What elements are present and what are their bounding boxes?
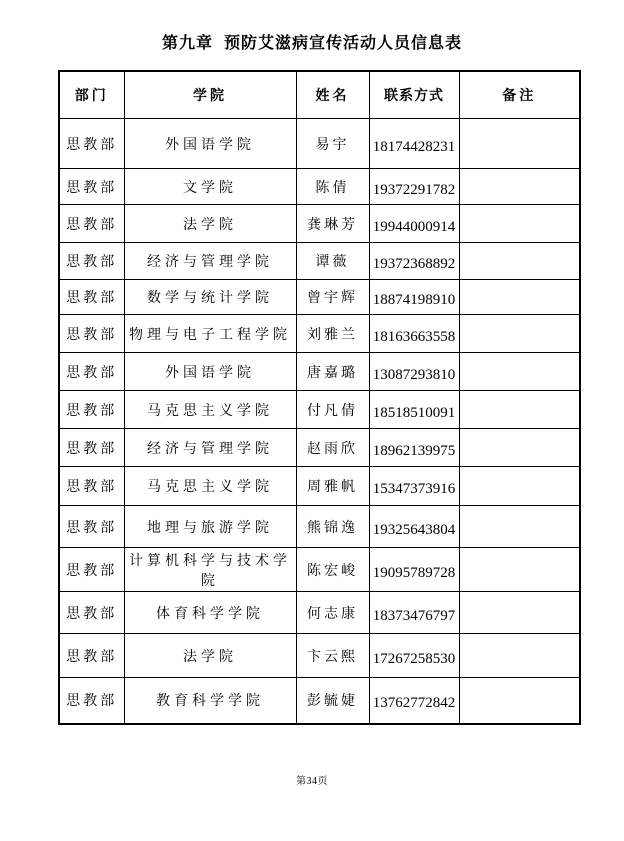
cell-note	[459, 315, 580, 353]
cell-college: 经济与管理学院	[124, 243, 296, 280]
cell-name: 付凡倩	[296, 391, 369, 429]
cell-phone: 18163663558	[369, 315, 459, 353]
cell-dept: 思教部	[59, 429, 124, 467]
cell-name: 彭毓婕	[296, 678, 369, 724]
table-row	[59, 429, 580, 467]
cell-phone: 18962139975	[369, 429, 459, 467]
table-row	[59, 353, 580, 391]
cell-dept: 思教部	[59, 678, 124, 724]
cell-college: 法学院	[124, 634, 296, 678]
table-row	[59, 634, 580, 678]
header-phone: 联系方式	[369, 71, 459, 119]
table-row	[59, 315, 580, 353]
table-row	[59, 678, 580, 724]
cell-dept: 思教部	[59, 634, 124, 678]
cell-college: 经济与管理学院	[124, 429, 296, 467]
cell-name: 刘雅兰	[296, 315, 369, 353]
table-row	[59, 169, 580, 205]
cell-phone: 19095789728	[369, 548, 459, 592]
cell-dept: 思教部	[59, 467, 124, 506]
cell-dept: 思教部	[59, 506, 124, 548]
cell-college: 法学院	[124, 205, 296, 243]
cell-college: 物理与电子工程学院	[124, 315, 296, 353]
cell-note	[459, 592, 580, 634]
header-note: 备注	[459, 71, 580, 119]
cell-name: 陈倩	[296, 169, 369, 205]
cell-phone: 18518510091	[369, 391, 459, 429]
cell-note	[459, 548, 580, 592]
cell-phone: 19372291782	[369, 169, 459, 205]
cell-note	[459, 429, 580, 467]
table-row	[59, 506, 580, 548]
cell-college: 马克思主义学院	[124, 391, 296, 429]
cell-name: 龚琳芳	[296, 205, 369, 243]
cell-dept: 思教部	[59, 592, 124, 634]
cell-note	[459, 467, 580, 506]
cell-phone: 13087293810	[369, 353, 459, 391]
table-row	[59, 592, 580, 634]
page-number: 第34页	[296, 776, 328, 787]
cell-phone: 17267258530	[369, 634, 459, 678]
cell-phone: 19325643804	[369, 506, 459, 548]
cell-college: 教育科学学院	[124, 678, 296, 724]
table-row	[59, 243, 580, 280]
table-row	[59, 280, 580, 315]
page-title: 第九章 预防艾滋病宣传活动人员信息表	[162, 35, 462, 52]
cell-dept: 思教部	[59, 391, 124, 429]
header-college: 学院	[124, 71, 296, 119]
cell-name: 卞云熙	[296, 634, 369, 678]
personnel-table	[58, 70, 581, 725]
cell-college: 马克思主义学院	[124, 467, 296, 506]
cell-dept: 思教部	[59, 205, 124, 243]
cell-name: 唐嘉璐	[296, 353, 369, 391]
header-dept: 部门	[59, 71, 124, 119]
cell-note	[459, 678, 580, 724]
cell-phone: 18874198910	[369, 280, 459, 315]
cell-note	[459, 280, 580, 315]
cell-name: 熊锦逸	[296, 506, 369, 548]
cell-name: 易宇	[296, 119, 369, 169]
cell-dept: 思教部	[59, 119, 124, 169]
cell-note	[459, 205, 580, 243]
cell-note	[459, 169, 580, 205]
cell-phone: 18373476797	[369, 592, 459, 634]
cell-name: 赵雨欣	[296, 429, 369, 467]
header-name: 姓名	[296, 71, 369, 119]
cell-college: 数学与统计学院	[124, 280, 296, 315]
cell-dept: 思教部	[59, 315, 124, 353]
cell-college: 地理与旅游学院	[124, 506, 296, 548]
cell-note	[459, 634, 580, 678]
table-row	[59, 119, 580, 169]
cell-college: 计算机科学与技术学院	[124, 548, 296, 592]
cell-name: 谭薇	[296, 243, 369, 280]
table-row	[59, 467, 580, 506]
cell-note	[459, 506, 580, 548]
cell-college: 外国语学院	[124, 353, 296, 391]
cell-college: 体育科学学院	[124, 592, 296, 634]
cell-phone: 15347373916	[369, 467, 459, 506]
cell-dept: 思教部	[59, 353, 124, 391]
table-row	[59, 391, 580, 429]
cell-note	[459, 353, 580, 391]
cell-phone: 13762772842	[369, 678, 459, 724]
cell-name: 陈宏峻	[296, 548, 369, 592]
cell-phone: 18174428231	[369, 119, 459, 169]
cell-name: 曾宇辉	[296, 280, 369, 315]
cell-note	[459, 119, 580, 169]
cell-name: 周雅帆	[296, 467, 369, 506]
cell-name: 何志康	[296, 592, 369, 634]
table-row	[59, 205, 580, 243]
cell-dept: 思教部	[59, 280, 124, 315]
cell-dept: 思教部	[59, 169, 124, 205]
cell-note	[459, 391, 580, 429]
cell-dept: 思教部	[59, 548, 124, 592]
table-row	[59, 548, 580, 592]
cell-phone: 19372368892	[369, 243, 459, 280]
cell-college: 外国语学院	[124, 119, 296, 169]
cell-phone: 19944000914	[369, 205, 459, 243]
table-header-row	[59, 71, 580, 119]
cell-college: 文学院	[124, 169, 296, 205]
cell-dept: 思教部	[59, 243, 124, 280]
cell-note	[459, 243, 580, 280]
